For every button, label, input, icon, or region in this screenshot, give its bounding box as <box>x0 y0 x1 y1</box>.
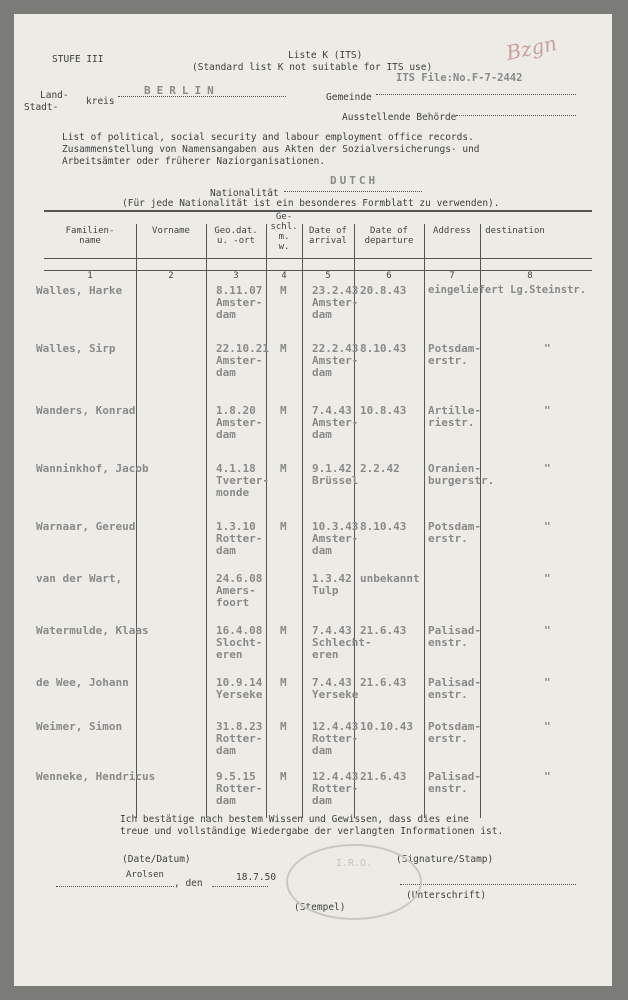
cell-address: eingeliefert Lg.Steinstr. <box>428 284 587 296</box>
cell-sex: M <box>280 462 287 475</box>
cell-name: Weimer, Simon <box>36 720 123 733</box>
cell-sex: M <box>280 520 287 533</box>
cell-departure-date: 21.6.43 <box>360 770 407 783</box>
cell-destination: " <box>544 404 551 417</box>
nationalitaet-note: (Für jede Nationalität ist ein besonderes Formblatt zu verwenden). <box>122 198 500 209</box>
cell-departure-date: 8.10.43 <box>360 520 407 533</box>
cell-address-cont: enstr. <box>428 688 468 701</box>
col-number-3: 3 <box>233 271 239 281</box>
cell-arrival-place: Schlecht- <box>312 636 372 649</box>
cell-birth-date: 9.5.15 <box>216 770 256 783</box>
cell-address: Potsdam- <box>428 720 481 733</box>
cell-arrival-date: 12.4.43 <box>312 770 359 783</box>
cell-sex: M <box>280 676 287 689</box>
description-de-1: Zusammenstellung von Namensangaben aus Akten der Sozialversicherungs- und <box>62 144 480 155</box>
nationality-value: DUTCH <box>330 174 379 187</box>
col-number-4: 4 <box>281 271 287 281</box>
signature-label: (Signature/Stamp) <box>396 854 494 865</box>
kreis-dotted-line <box>118 96 286 97</box>
col-header-vorname: Vorname <box>152 226 190 236</box>
col-header-destination: destination <box>485 226 545 236</box>
cell-birth-place-cont: dam <box>216 366 236 379</box>
cell-destination: " <box>544 342 551 355</box>
cell-arrival-date: 1.3.42 <box>312 572 352 585</box>
table-top-rule <box>44 210 592 212</box>
cell-name: Wenneke, Hendricus <box>36 770 156 783</box>
cell-birth-place: Rotter- <box>216 732 263 745</box>
document-page <box>14 14 612 986</box>
cell-birth-place: Amster- <box>216 416 263 429</box>
cell-sex: M <box>280 624 287 637</box>
cell-birth-date: 8.11.07 <box>216 284 263 297</box>
cell-birth-place: Amster- <box>216 296 263 309</box>
cell-birth-date: 4.1.18 <box>216 462 256 475</box>
cell-address: Artille- <box>428 404 481 417</box>
cell-address-cont: erstr. <box>428 532 468 545</box>
cell-address-cont: enstr. <box>428 782 468 795</box>
stamp-lettering: I.R.O. <box>335 858 373 869</box>
behoerde-dotted-line <box>456 115 576 116</box>
cell-arrival-date: 12.4.43 <box>312 720 359 733</box>
cell-address: Palisad- <box>428 676 481 689</box>
col-divider-1 <box>136 224 137 818</box>
cell-birth-place-cont: eren <box>216 648 243 661</box>
cell-departure-date: 10.8.43 <box>360 404 407 417</box>
gemeinde-label: Gemeinde <box>326 92 372 103</box>
cell-birth-place: Rotter- <box>216 532 263 545</box>
cell-name: de Wee, Johann <box>36 676 129 689</box>
date-value: 18.7.50 <box>236 872 277 883</box>
cell-name: Wanders, Konrad <box>36 404 136 417</box>
col-header-geburt: Geo.dat. u. -ort <box>214 226 258 246</box>
unterschrift-label: (Unterschrift) <box>406 890 487 901</box>
cell-birth-date: 22.10.21 <box>216 342 269 355</box>
stempel-label: (Stempel) <box>294 902 346 913</box>
cell-arrival-date: 22.2.43 <box>312 342 359 355</box>
col-header-geschlecht: Ge- schl. m. w. <box>270 212 298 252</box>
col-header-familienname: Familien- name <box>65 226 115 246</box>
cell-departure-date: 10.10.43 <box>360 720 413 733</box>
col-divider-2 <box>206 224 207 818</box>
cell-arrival-place: Amster- <box>312 296 359 309</box>
cell-destination: " <box>544 462 551 475</box>
cell-birth-place-cont: dam <box>216 794 236 807</box>
cell-destination: " <box>544 770 551 783</box>
cell-departure-date: 21.6.43 <box>360 624 407 637</box>
cell-arrival-date: 23.2.43 <box>312 284 359 297</box>
nationality-dotted-line <box>284 191 422 192</box>
cell-name: van der Wart, <box>36 572 123 585</box>
cell-birth-place: Rotter- <box>216 782 263 795</box>
cell-sex: M <box>280 770 287 783</box>
cell-birth-date: 1.3.10 <box>216 520 256 533</box>
cell-name: Watermulde, Klaas <box>36 624 149 637</box>
cell-birth-place-cont: dam <box>216 308 236 321</box>
cell-arrival-date: 9.1.42 <box>312 462 352 475</box>
faded-stamp-seal <box>286 844 422 920</box>
cell-destination: " <box>544 676 551 689</box>
cell-birth-place: Amers- <box>216 584 256 597</box>
cell-birth-date: 1.8.20 <box>216 404 256 417</box>
liste-subtitle: (Standard list K not suitable for ITS use) <box>192 62 433 73</box>
cell-destination: " <box>544 572 551 585</box>
cell-birth-place: Slocht- <box>216 636 263 649</box>
cell-sex: M <box>280 342 287 355</box>
signature-dotted-line <box>400 884 576 885</box>
cell-arrival-place: Rotter- <box>312 782 359 795</box>
cell-birth-date: 16.4.08 <box>216 624 263 637</box>
cell-name: Wanninkhof, Jacob <box>36 462 149 475</box>
cell-departure-date: 2.2.42 <box>360 462 400 475</box>
col-header-departure: Date of departure <box>364 226 414 246</box>
liste-title: Liste K (ITS) <box>288 50 363 61</box>
cell-birth-date: 10.9.14 <box>216 676 263 689</box>
col-number-7: 7 <box>449 271 455 281</box>
cell-address: Palisad- <box>428 770 481 783</box>
gemeinde-dotted-line <box>376 94 576 95</box>
kreis-label: kreis <box>86 96 115 107</box>
cell-address-cont: erstr. <box>428 732 468 745</box>
cell-name: Walles, Harke <box>36 284 123 297</box>
col-header-address: Address <box>433 226 471 236</box>
table-header-rule <box>44 258 592 259</box>
its-file-number: ITS File:No.F-7-2442 <box>396 72 523 84</box>
col-number-5: 5 <box>325 271 331 281</box>
cell-address-cont: riestr. <box>428 416 475 429</box>
cell-address-cont: burgerstr. <box>428 474 495 487</box>
cell-arrival-place-cont: dam <box>312 366 332 379</box>
col-number-2: 2 <box>168 271 174 281</box>
cell-arrival-date: 7.4.43 <box>312 404 352 417</box>
col-divider-3 <box>266 224 267 818</box>
cell-birth-place-cont: monde <box>216 486 250 499</box>
cell-arrival-date: 7.4.43 <box>312 624 352 637</box>
date-dotted-line <box>212 886 268 887</box>
cell-birth-place-cont: dam <box>216 544 236 557</box>
cell-address: Potsdam- <box>428 342 481 355</box>
cell-departure-date: unbekannt <box>360 572 420 585</box>
city-value: BERLIN <box>144 84 220 97</box>
cell-arrival-place-cont: dam <box>312 744 332 757</box>
date-label: (Date/Datum) <box>122 854 191 865</box>
cell-departure-date: 21.6.43 <box>360 676 407 689</box>
cell-arrival-place: Amster- <box>312 532 359 545</box>
cell-birth-place: Yerseke <box>216 688 263 701</box>
cell-address: Potsdam- <box>428 520 481 533</box>
cell-address-cont: enstr. <box>428 636 468 649</box>
cell-birth-place-cont: foort <box>216 596 250 609</box>
cell-name: Warnaar, Gereud <box>36 520 136 533</box>
cell-arrival-place-cont: dam <box>312 544 332 557</box>
cell-sex: M <box>280 404 287 417</box>
behoerde-label: Ausstellende Behörde <box>342 112 457 123</box>
cell-birth-place-cont: dam <box>216 744 236 757</box>
margin-handwritten-mark: Bzgn <box>504 30 559 66</box>
cell-arrival-place: Rotter- <box>312 732 359 745</box>
cell-birth-date: 24.6.08 <box>216 572 263 585</box>
col-number-8: 8 <box>527 271 533 281</box>
cell-address: Palisad- <box>428 624 481 637</box>
col-number-6: 6 <box>386 271 392 281</box>
col-number-1: 1 <box>87 271 93 281</box>
den-label: , den <box>174 878 203 889</box>
cell-arrival-place-cont: dam <box>312 794 332 807</box>
cell-birth-date: 31.8.23 <box>216 720 263 733</box>
place-value: Arolsen <box>126 870 164 880</box>
cell-birth-place: Amster- <box>216 354 263 367</box>
cell-arrival-place-cont: dam <box>312 428 332 441</box>
cell-sex: M <box>280 720 287 733</box>
confirmation-line-2: treue und vollständige Wiedergabe der verlangten Informationen ist. <box>120 826 504 837</box>
place-dotted-line <box>56 886 174 887</box>
cell-birth-place: Tverter- <box>216 474 269 487</box>
cell-arrival-place: Brüssel <box>312 474 359 487</box>
cell-address: Oranien- <box>428 462 481 475</box>
cell-name: Walles, Sirp <box>36 342 116 355</box>
cell-arrival-place: Tulp <box>312 584 339 597</box>
col-header-arrival: Date of arrival <box>309 226 347 246</box>
nationalitaet-label: Nationalität <box>210 188 279 199</box>
col-divider-4 <box>302 224 303 818</box>
cell-arrival-place: Yerseke <box>312 688 359 701</box>
confirmation-line-1: Ich bestätige nach bestem Wissen und Gewissen, dass dies eine <box>120 814 469 825</box>
cell-arrival-place-cont: dam <box>312 308 332 321</box>
cell-arrival-place: Amster- <box>312 416 359 429</box>
cell-address-cont: erstr. <box>428 354 468 367</box>
stadt-label: Stadt- <box>24 102 59 113</box>
land-label: Land- <box>40 90 69 101</box>
stufe-label: STUFE III <box>52 54 104 65</box>
description-en: List of political, social security and labour employment office records. <box>62 132 474 143</box>
cell-departure-date: 8.10.43 <box>360 342 407 355</box>
cell-arrival-place: Amster- <box>312 354 359 367</box>
cell-destination: " <box>544 720 551 733</box>
col-divider-6 <box>424 224 425 818</box>
cell-arrival-date: 7.4.43 <box>312 676 352 689</box>
cell-departure-date: 20.8.43 <box>360 284 407 297</box>
description-de-2: Arbeitsämter oder früherer Naziorganisationen. <box>62 156 326 167</box>
cell-sex: M <box>280 284 287 297</box>
cell-birth-place-cont: dam <box>216 428 236 441</box>
cell-destination: " <box>544 624 551 637</box>
cell-arrival-date: 10.3.43 <box>312 520 359 533</box>
cell-arrival-place-cont: eren <box>312 648 339 661</box>
cell-destination: " <box>544 520 551 533</box>
